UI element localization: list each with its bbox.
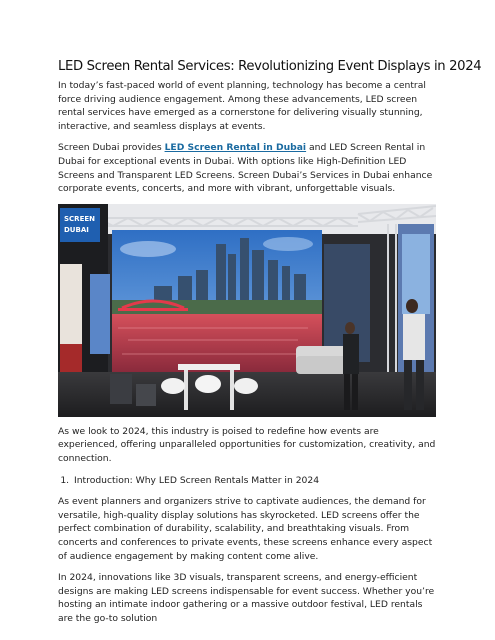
logo-screen-text: SCREEN [64,214,95,223]
logo-dubai-text: DUBAI [64,225,89,234]
provider-text-after: and LED Screen Rental in Dubai for exceptional events in Dubai. With options like High-Definition LED Screens and Transparent LED Screens. Screen Dubai’s Services in Dubai enhance corporate events, concerts, and more with vibrant, unforgettable visuals. [58,142,433,195]
article-title: LED Screen Rental Services: Revolutionizing Event Displays in 2024 [58,59,482,74]
demand-paragraph: As event planners and organizers strive to captivate audiences, the demand for versatile, high-quality display solutions has skyrocketed. LED screens offer the perfect combination of durability, scalability, and breathtaking visuals. From concerts and conferences to private events, these screens enhance every aspect of audience engagement by making content come alive. [58,496,433,562]
event-photo-illustration [58,204,436,417]
provider-text-before: Screen Dubai provides [58,142,165,154]
intro-paragraph: In today’s fast-paced world of event planning, technology has become a central force driving audience engagement. Among these advancements, LED screen rental services have emerged as a cornerstone for delivering visually stunning, interactive, and seamless displays at events. [58,80,426,132]
numbered-list [58,474,440,488]
led-screen-rental-link[interactable]: LED Screen Rental in Dubai [164,142,307,154]
outlook-paragraph: As we look to 2024, this industry is poised to redefine how events are experienced, offering unparalleled opportunities for customization, creativity, and connection. [58,425,436,464]
provider-paragraph [58,141,440,195]
event-led-screen-photo [58,204,436,417]
list-item: 1. Introduction: Why LED Screen Rentals Matter in 2024 [72,474,440,488]
article [58,58,482,633]
innovations-paragraph: In 2024, innovations like 3D visuals, transparent screens, and energy-efficient designs are making LED screens indispensable for event success. Whether you’re hosting an intimate indoor gathering or a massive outdoor festival, LED rentals are the go-to solution [58,572,435,624]
